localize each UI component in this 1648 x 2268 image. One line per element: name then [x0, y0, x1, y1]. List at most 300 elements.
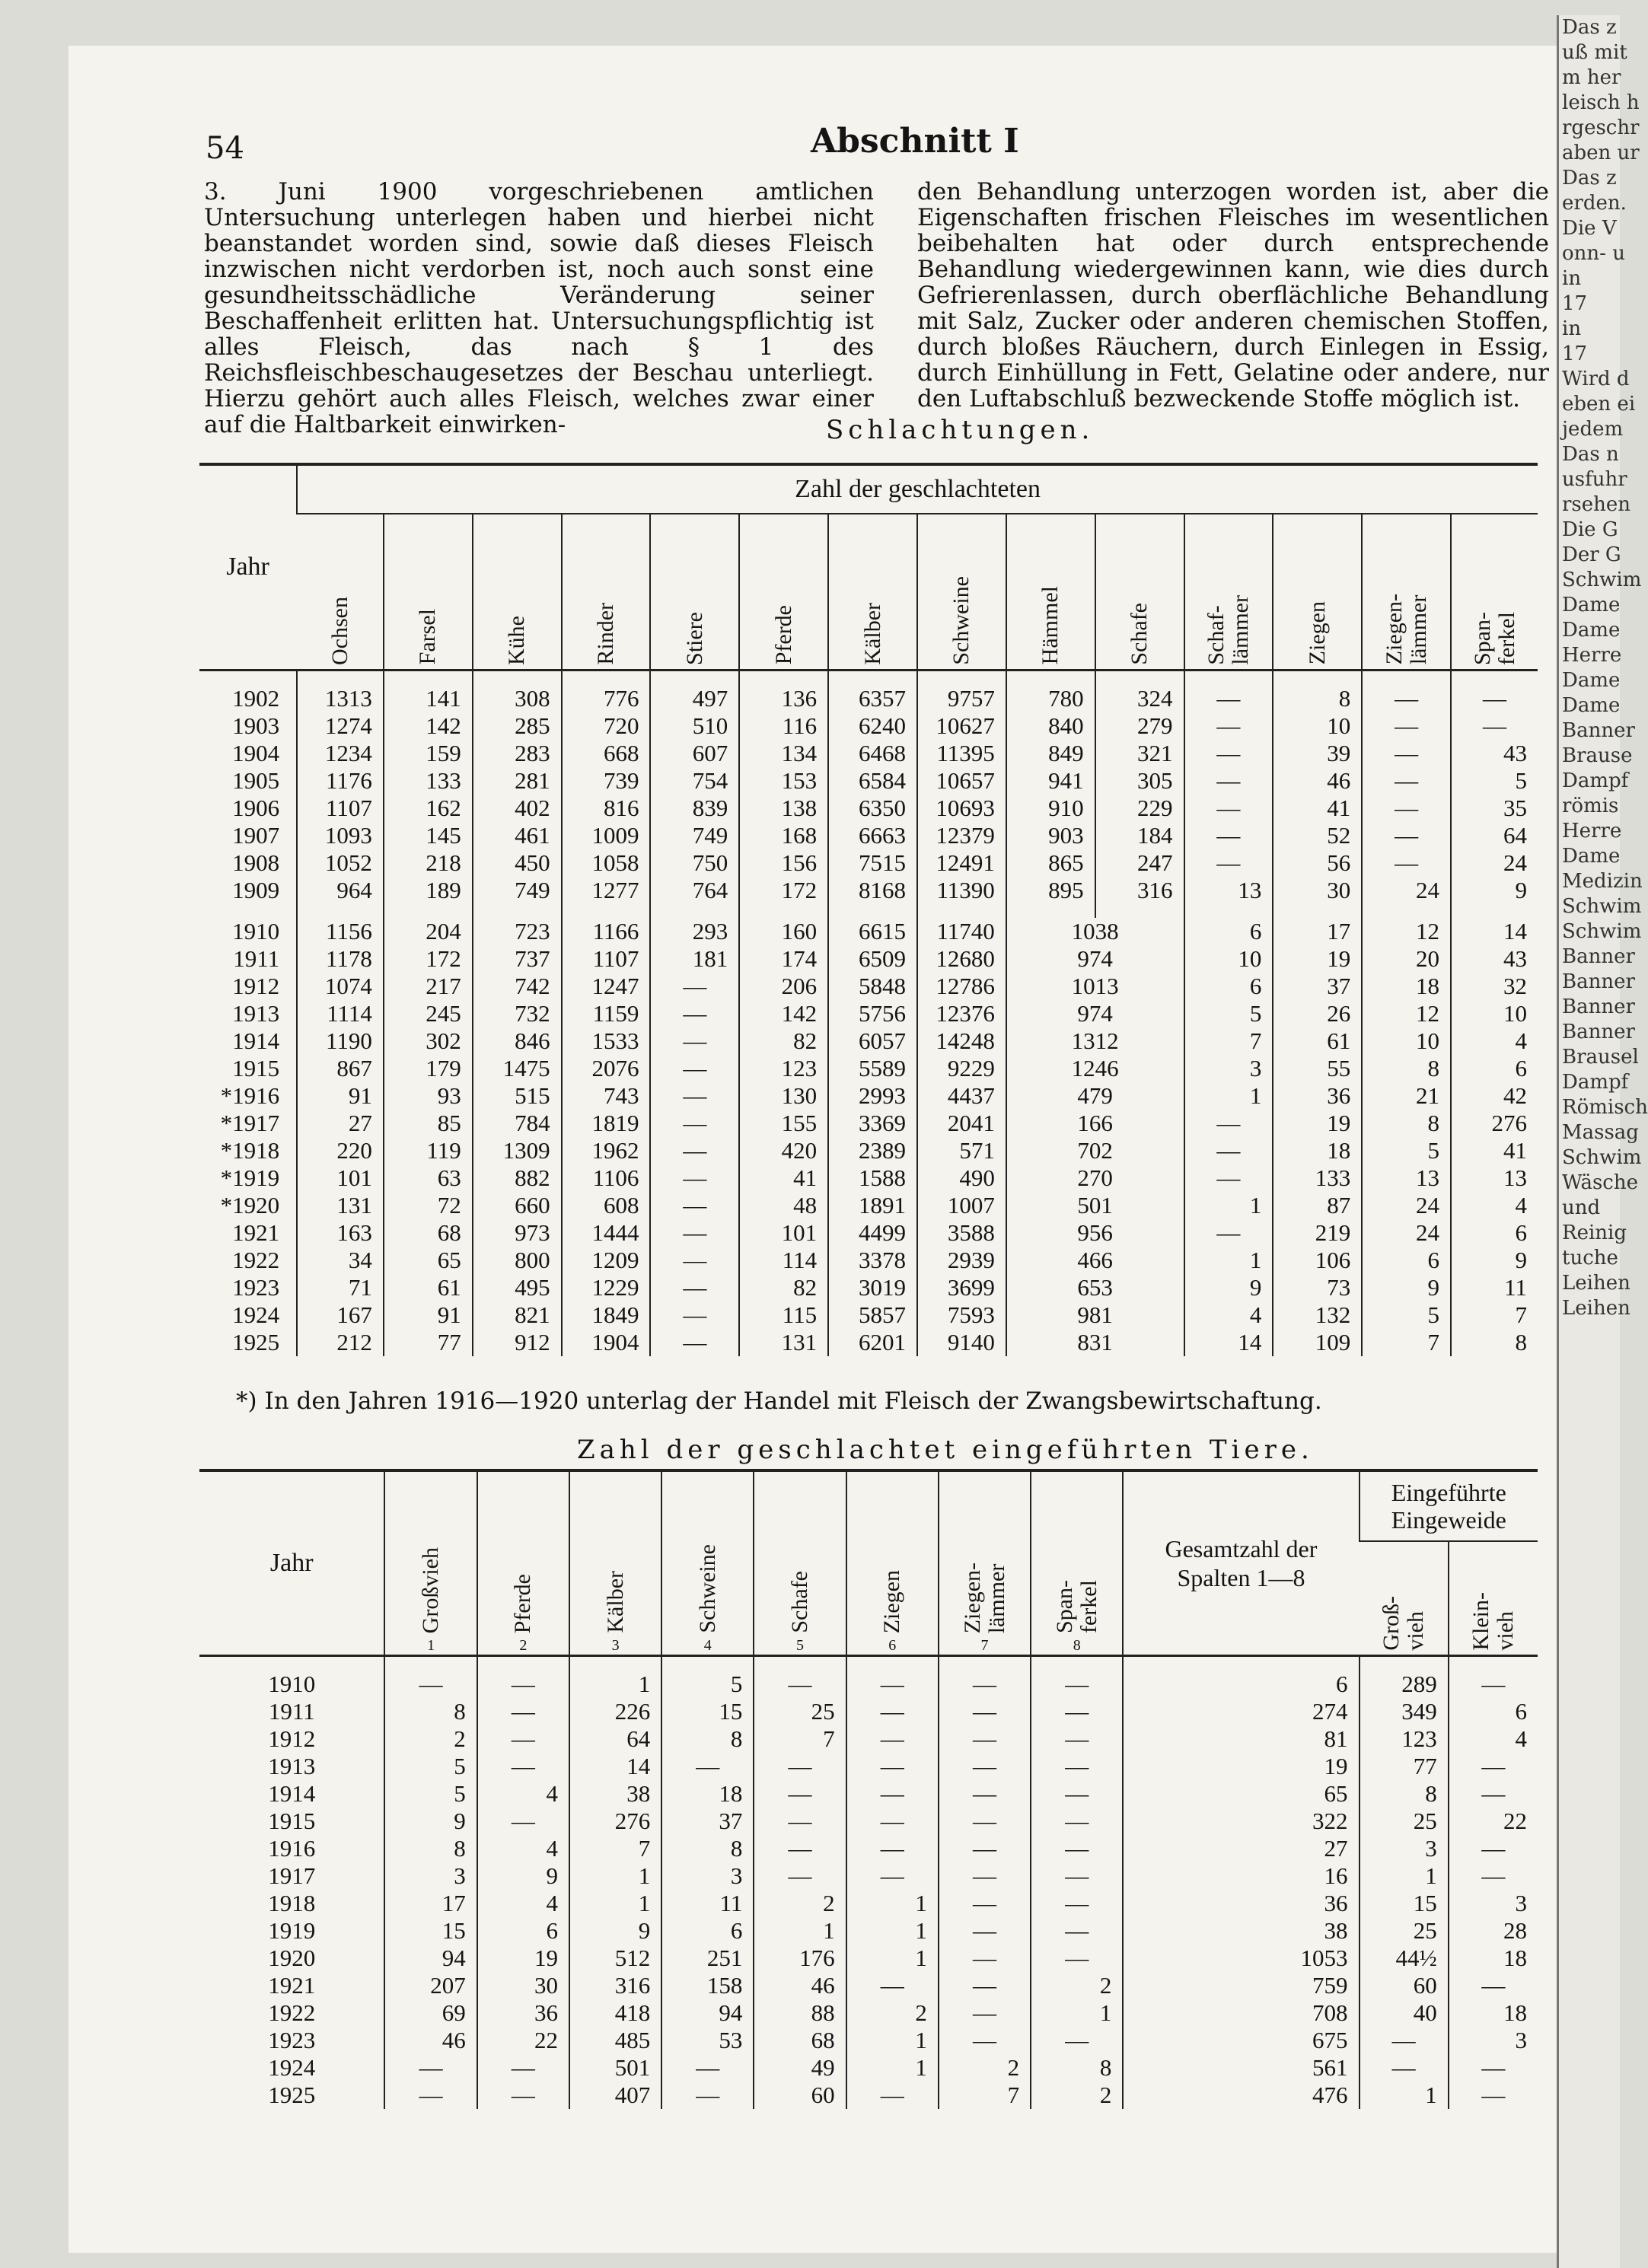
table-cell: —: [1362, 767, 1451, 795]
table-cell: 11390: [917, 877, 1006, 904]
sheep-combined-cell: 653: [1006, 1274, 1184, 1301]
table-cell: 6057: [828, 1027, 917, 1055]
table-row: [199, 1110, 1538, 1137]
table-cell: 9: [569, 1917, 661, 1945]
margin-fragment: Schwim: [1562, 895, 1642, 918]
table-cell: 1849: [562, 1301, 651, 1329]
table-cell: 12379: [917, 822, 1006, 849]
table-cell: 138: [739, 795, 828, 822]
table-cell: —: [384, 2054, 477, 2082]
row-year: 1906: [232, 794, 280, 821]
table-cell: 5: [1362, 1301, 1451, 1329]
table-cell: 8: [384, 1698, 477, 1725]
col-header-ochsen: Ochsen: [297, 514, 384, 670]
table-cell: 1: [754, 1917, 846, 1945]
table-cell: 18: [1449, 1999, 1538, 2027]
table-cell: 276: [569, 1808, 661, 1835]
table-cell: 155: [739, 1110, 828, 1137]
table-cell: 6: [1451, 1219, 1538, 1247]
table-cell: —: [1031, 1671, 1123, 1698]
table-cell: 293: [650, 918, 739, 945]
table-row: [199, 945, 1538, 973]
table-cell: 229: [1095, 795, 1184, 822]
row-year: 1913: [232, 999, 280, 1027]
table-cell: —: [939, 1698, 1031, 1725]
table-cell: 61: [1273, 1027, 1362, 1055]
margin-fragment: 17: [1562, 342, 1588, 365]
table-cell: 737: [473, 945, 562, 973]
table-cell: 305: [1095, 767, 1184, 795]
table-cell: 37: [1273, 973, 1362, 1000]
table-cell: 6201: [828, 1329, 917, 1356]
table-cell: 34: [297, 1247, 384, 1274]
margin-fragment: m her: [1562, 66, 1621, 89]
table-cell: 141: [384, 685, 473, 712]
table-cell: 510: [650, 712, 739, 740]
table-cell: —: [846, 2082, 939, 2109]
table-cell: 52: [1273, 822, 1362, 849]
table-cell: —: [1031, 1862, 1123, 1890]
table-cell: 119: [384, 1137, 473, 1164]
table-cell: 571: [917, 1137, 1006, 1164]
table-cell: 123: [1360, 1725, 1449, 1753]
table-cell: —: [477, 2082, 569, 2109]
margin-fragment: Medizin: [1562, 870, 1643, 893]
table-cell: 285: [473, 712, 562, 740]
row-year: 1905: [232, 766, 280, 794]
sheep-combined-cell: 702: [1006, 1137, 1184, 1164]
table-cell: 4: [477, 1890, 569, 1917]
table-cell: 56: [1273, 849, 1362, 877]
table-cell: 245: [384, 1000, 473, 1027]
col-header-kühe: Kühe: [473, 514, 562, 670]
table-cell: 32: [1451, 973, 1538, 1000]
table-cell: —: [1362, 685, 1451, 712]
table-row: [199, 877, 1538, 904]
table-cell: 9229: [917, 1055, 1006, 1082]
row-year: 1924: [232, 1301, 280, 1328]
table-cell: 131: [297, 1192, 384, 1219]
table-cell: —: [1184, 1110, 1273, 1137]
imported-animals-table: [199, 1469, 1538, 2109]
table-cell: —: [1184, 849, 1273, 877]
table-cell: 49: [754, 2054, 846, 2082]
table-cell: —: [1449, 1780, 1538, 1808]
margin-fragment: Massag: [1562, 1121, 1639, 1144]
table-cell: 14: [569, 1753, 661, 1780]
table-cell: 882: [473, 1164, 562, 1192]
table-row: [199, 1247, 1538, 1274]
table-cell: 2: [846, 1999, 939, 2027]
entrails-header: Eingeführte Eingeweide: [1360, 1470, 1538, 1541]
table-cell: —: [1449, 2054, 1538, 2082]
margin-fragment: Dame: [1562, 845, 1621, 868]
table-cell: 77: [384, 1329, 473, 1356]
table-cell: 490: [917, 1164, 1006, 1192]
table-cell: —: [650, 973, 739, 1000]
table-cell: 9: [1451, 1247, 1538, 1274]
table-cell: 7: [1451, 1301, 1538, 1329]
table-cell: 1190: [297, 1027, 384, 1055]
margin-fragment: Dame: [1562, 594, 1621, 616]
table-cell: —: [754, 1671, 846, 1698]
margin-fragment: Banner: [1562, 945, 1635, 968]
table-cell: —: [754, 1862, 846, 1890]
table-cell: 461: [473, 822, 562, 849]
table-cell: 18: [1362, 973, 1451, 1000]
table-cell: 1: [846, 1917, 939, 1945]
table-cell: —: [661, 1753, 754, 1780]
table-row: [199, 1945, 1538, 1972]
col-header-kälber: Kälber: [828, 514, 917, 670]
table-cell: 217: [384, 973, 473, 1000]
margin-fragment: und: [1562, 1196, 1601, 1219]
table-cell: 94: [384, 1945, 477, 1972]
table-row: [199, 1055, 1538, 1082]
sheep-combined-cell: 831: [1006, 1329, 1184, 1356]
table-cell: —: [939, 1808, 1031, 1835]
table-cell: 174: [739, 945, 828, 973]
table1-caption: Schlachtungen.: [826, 415, 1095, 445]
table-cell: 145: [384, 822, 473, 849]
table-cell: 5756: [828, 1000, 917, 1027]
table-cell: 912: [473, 1329, 562, 1356]
table-cell: 8: [1031, 2054, 1123, 2082]
table-cell: 18: [661, 1780, 754, 1808]
table-cell: 675: [1123, 2027, 1359, 2054]
table-cell: —: [754, 1753, 846, 1780]
row-year: 1913: [268, 1753, 316, 1779]
table-cell: 668: [562, 740, 651, 767]
table-cell: —: [1031, 1945, 1123, 1972]
table-cell: —: [1362, 795, 1451, 822]
table-cell: 43: [1451, 740, 1538, 767]
table-cell: 36: [1123, 1890, 1359, 1917]
table-cell: —: [1031, 1753, 1123, 1780]
table-cell: 3: [1360, 1835, 1449, 1862]
table-cell: 226: [569, 1698, 661, 1725]
table-row: [199, 1780, 1538, 1808]
table-cell: 8: [1273, 685, 1362, 712]
table-row: [199, 795, 1538, 822]
table-cell: 60: [754, 2082, 846, 2109]
table-cell: —: [650, 1000, 739, 1027]
table-cell: 41: [1451, 1137, 1538, 1164]
table-cell: 1156: [297, 918, 384, 945]
table-cell: —: [1449, 1753, 1538, 1780]
table-row: [199, 712, 1538, 740]
table-cell: 133: [1273, 1164, 1362, 1192]
table-cell: —: [846, 1671, 939, 1698]
table-cell: —: [650, 1082, 739, 1110]
table-cell: 743: [562, 1082, 651, 1110]
row-year: 1910: [268, 1671, 316, 1697]
margin-fragment: Dampf: [1562, 769, 1629, 792]
col-header-stiere: Stiere: [650, 514, 739, 670]
margin-fragment: rgeschr: [1562, 116, 1640, 139]
table-cell: —: [650, 1027, 739, 1055]
table-cell: 9: [384, 1808, 477, 1835]
table-cell: 3019: [828, 1274, 917, 1301]
table-row: [199, 1725, 1538, 1753]
table-cell: —: [650, 1329, 739, 1356]
table-cell: 9: [477, 1862, 569, 1890]
table-cell: 46: [1273, 767, 1362, 795]
table-cell: 4: [477, 1835, 569, 1862]
table-cell: —: [1451, 712, 1538, 740]
table-cell: 4: [1184, 1301, 1273, 1329]
table-cell: 2041: [917, 1110, 1006, 1137]
col-header-span-ferkel: Span- ferkel 8: [1031, 1470, 1123, 1656]
table-cell: 179: [384, 1055, 473, 1082]
table-cell: 1904: [562, 1329, 651, 1356]
table-cell: —: [1360, 2027, 1449, 2054]
table-cell: —: [846, 1972, 939, 1999]
table-cell: 12786: [917, 973, 1006, 1000]
margin-fragment: aben ur: [1562, 142, 1640, 164]
table-cell: 12680: [917, 945, 1006, 973]
table-cell: 6350: [828, 795, 917, 822]
table-cell: 15: [1360, 1890, 1449, 1917]
sheep-combined-cell: 479: [1006, 1082, 1184, 1110]
table-cell: —: [1362, 712, 1451, 740]
table-cell: 25: [754, 1698, 846, 1725]
table-cell: 407: [569, 2082, 661, 2109]
table-cell: 512: [569, 1945, 661, 1972]
table-cell: 184: [1095, 822, 1184, 849]
margin-fragment: Die G: [1562, 518, 1618, 541]
table-cell: 7: [939, 2082, 1031, 2109]
table-cell: 2939: [917, 1247, 1006, 1274]
table-cell: 87: [1273, 1192, 1362, 1219]
table-cell: 515: [473, 1082, 562, 1110]
table-cell: 1274: [297, 712, 384, 740]
margin-fragment: Dame: [1562, 694, 1621, 717]
table-cell: —: [650, 1274, 739, 1301]
table-row: [199, 1329, 1538, 1356]
table-cell: 1234: [297, 740, 384, 767]
table-cell: 497: [650, 685, 739, 712]
table-cell: 846: [473, 1027, 562, 1055]
table-cell: 418: [569, 1999, 661, 2027]
table-row: [199, 1862, 1538, 1890]
sheep-combined-cell: 974: [1006, 1000, 1184, 1027]
table-cell: —: [1449, 1671, 1538, 1698]
table-cell: 8168: [828, 877, 917, 904]
table-cell: —: [1031, 1698, 1123, 1725]
table-cell: 133: [384, 767, 473, 795]
col-header-schafe: Schafe: [1095, 514, 1184, 670]
table-cell: 132: [1273, 1301, 1362, 1329]
table-cell: 5: [661, 1671, 754, 1698]
table-cell: 38: [569, 1780, 661, 1808]
table-cell: 1: [1360, 1862, 1449, 1890]
table-cell: —: [650, 1219, 739, 1247]
table-cell: 1: [569, 1671, 661, 1698]
table-cell: 153: [739, 767, 828, 795]
table-cell: 10693: [917, 795, 1006, 822]
table-cell: 839: [650, 795, 739, 822]
table-cell: —: [1031, 1835, 1123, 1862]
table-cell: 1106: [562, 1164, 651, 1192]
table-cell: 64: [569, 1725, 661, 1753]
margin-fragment: jedem: [1562, 418, 1624, 441]
table-cell: 251: [661, 1945, 754, 1972]
table-cell: 495: [473, 1274, 562, 1301]
table-cell: —: [846, 1835, 939, 1862]
table-cell: 6: [1184, 918, 1273, 945]
table-cell: 14248: [917, 1027, 1006, 1055]
table-cell: 561: [1123, 2054, 1359, 2082]
table-cell: —: [384, 2082, 477, 2109]
table-cell: 4: [1451, 1027, 1538, 1055]
table-cell: 8: [1362, 1055, 1451, 1082]
group-header: Zahl der geschlachteten: [297, 464, 1538, 514]
table-cell: 1588: [828, 1164, 917, 1192]
table-cell: 8: [661, 1725, 754, 1753]
margin-fragment: Banner: [1562, 719, 1635, 742]
table-cell: —: [477, 1698, 569, 1725]
table-cell: 5589: [828, 1055, 917, 1082]
table-cell: 204: [384, 918, 473, 945]
table-cell: 168: [739, 822, 828, 849]
table-cell: 1: [1031, 1999, 1123, 2027]
table-row: [199, 1835, 1538, 1862]
year-header: Jahr: [199, 464, 297, 670]
table-cell: —: [1449, 1972, 1538, 1999]
row-year: 1903: [232, 712, 280, 739]
table-cell: 82: [739, 1027, 828, 1055]
margin-fragment: Brausel: [1562, 1046, 1639, 1069]
table-cell: 24: [1362, 1192, 1451, 1219]
table-cell: 64: [1451, 822, 1538, 849]
table-cell: 167: [297, 1301, 384, 1329]
table-cell: —: [939, 1945, 1031, 1972]
table-cell: 5: [1451, 767, 1538, 795]
margin-fragment: Banner: [1562, 1021, 1635, 1043]
table-row: [199, 918, 1538, 945]
table-cell: 19: [1273, 945, 1362, 973]
margin-fragment: Herre: [1562, 820, 1622, 843]
table-cell: 742: [473, 973, 562, 1000]
table-row: [199, 1917, 1538, 1945]
table-cell: —: [1184, 1137, 1273, 1164]
margin-fragment: usfuhr: [1562, 468, 1627, 491]
col-header-ziegen-lämmer: Ziegen- lämmer 7: [939, 1470, 1031, 1656]
table-cell: —: [477, 1671, 569, 1698]
table-cell: 964: [297, 877, 384, 904]
table-cell: 13: [1451, 1164, 1538, 1192]
margin-fragment: eben ei: [1562, 393, 1636, 416]
row-year: *1920: [220, 1191, 280, 1218]
table-cell: 218: [384, 849, 473, 877]
table-row: [199, 973, 1538, 1000]
table-cell: 1533: [562, 1027, 651, 1055]
table-row: [199, 1219, 1538, 1247]
table-cell: 10: [1184, 945, 1273, 973]
footnote: *) In den Jahren 1916—1920 unterlag der Handel mit Fleisch der Zwangsbewirtschaftung.: [236, 1387, 1322, 1415]
row-year: *1919: [220, 1164, 280, 1191]
table-cell: 732: [473, 1000, 562, 1027]
table-cell: —: [661, 2054, 754, 2082]
margin-fragment: Banner: [1562, 970, 1635, 993]
table-cell: 40: [1360, 1999, 1449, 2027]
table-cell: 3: [384, 1862, 477, 1890]
table-cell: —: [1362, 849, 1451, 877]
table-cell: 8: [384, 1835, 477, 1862]
table-cell: 160: [739, 918, 828, 945]
table-cell: 7593: [917, 1301, 1006, 1329]
table-cell: 420: [739, 1137, 828, 1164]
table-row: [199, 2082, 1538, 2109]
table-cell: 2076: [562, 1055, 651, 1082]
table-cell: 27: [297, 1110, 384, 1137]
table-cell: 7: [1362, 1329, 1451, 1356]
row-year: 1923: [232, 1273, 280, 1301]
table-cell: 72: [384, 1192, 473, 1219]
table-cell: 723: [473, 918, 562, 945]
margin-fragment: tuche: [1562, 1247, 1618, 1269]
table-cell: 37: [661, 1808, 754, 1835]
table-cell: 1891: [828, 1192, 917, 1219]
table-cell: 11740: [917, 918, 1006, 945]
table-cell: —: [1362, 740, 1451, 767]
table-cell: 14: [1184, 1329, 1273, 1356]
margin-fragment: Herre: [1562, 644, 1622, 667]
table-cell: 485: [569, 2027, 661, 2054]
table-row: [199, 1027, 1538, 1055]
margin-fragment: erden.: [1562, 192, 1627, 215]
table-cell: 24: [1362, 877, 1451, 904]
margin-fragment: rsehen: [1562, 493, 1631, 516]
table-cell: 12491: [917, 849, 1006, 877]
table-cell: 181: [650, 945, 739, 973]
table-cell: 7515: [828, 849, 917, 877]
table-cell: 6584: [828, 767, 917, 795]
table-cell: 3: [1449, 1890, 1538, 1917]
table-cell: 9: [1184, 1274, 1273, 1301]
margin-fragment: Leihen: [1562, 1272, 1630, 1295]
table-cell: 402: [473, 795, 562, 822]
table-cell: 61: [384, 1274, 473, 1301]
table-cell: 1009: [562, 822, 651, 849]
table-cell: 65: [1123, 1780, 1359, 1808]
sheep-combined-cell: 270: [1006, 1164, 1184, 1192]
table-cell: 24: [1451, 849, 1538, 877]
table-cell: 19: [1123, 1753, 1359, 1780]
table-cell: 19: [1273, 1110, 1362, 1137]
table-cell: —: [650, 1137, 739, 1164]
table-cell: 42: [1451, 1082, 1538, 1110]
col-header-schweine: Schweine: [917, 514, 1006, 670]
table-cell: 1: [1360, 2082, 1449, 2109]
row-year: 1922: [268, 1999, 316, 2026]
table-cell: 1: [846, 2054, 939, 2082]
table-cell: 607: [650, 740, 739, 767]
table-cell: 41: [739, 1164, 828, 1192]
table-cell: 1107: [562, 945, 651, 973]
table-cell: 324: [1095, 685, 1184, 712]
table-cell: 4499: [828, 1219, 917, 1247]
table-cell: 1277: [562, 877, 651, 904]
table-cell: 8: [661, 1835, 754, 1862]
col-header-rinder: Rinder: [562, 514, 651, 670]
table-cell: 3: [1184, 1055, 1273, 1082]
margin-fragment: Leihen: [1562, 1297, 1630, 1320]
table-cell: 24: [1362, 1219, 1451, 1247]
table-cell: 162: [384, 795, 473, 822]
table-cell: 130: [739, 1082, 828, 1110]
